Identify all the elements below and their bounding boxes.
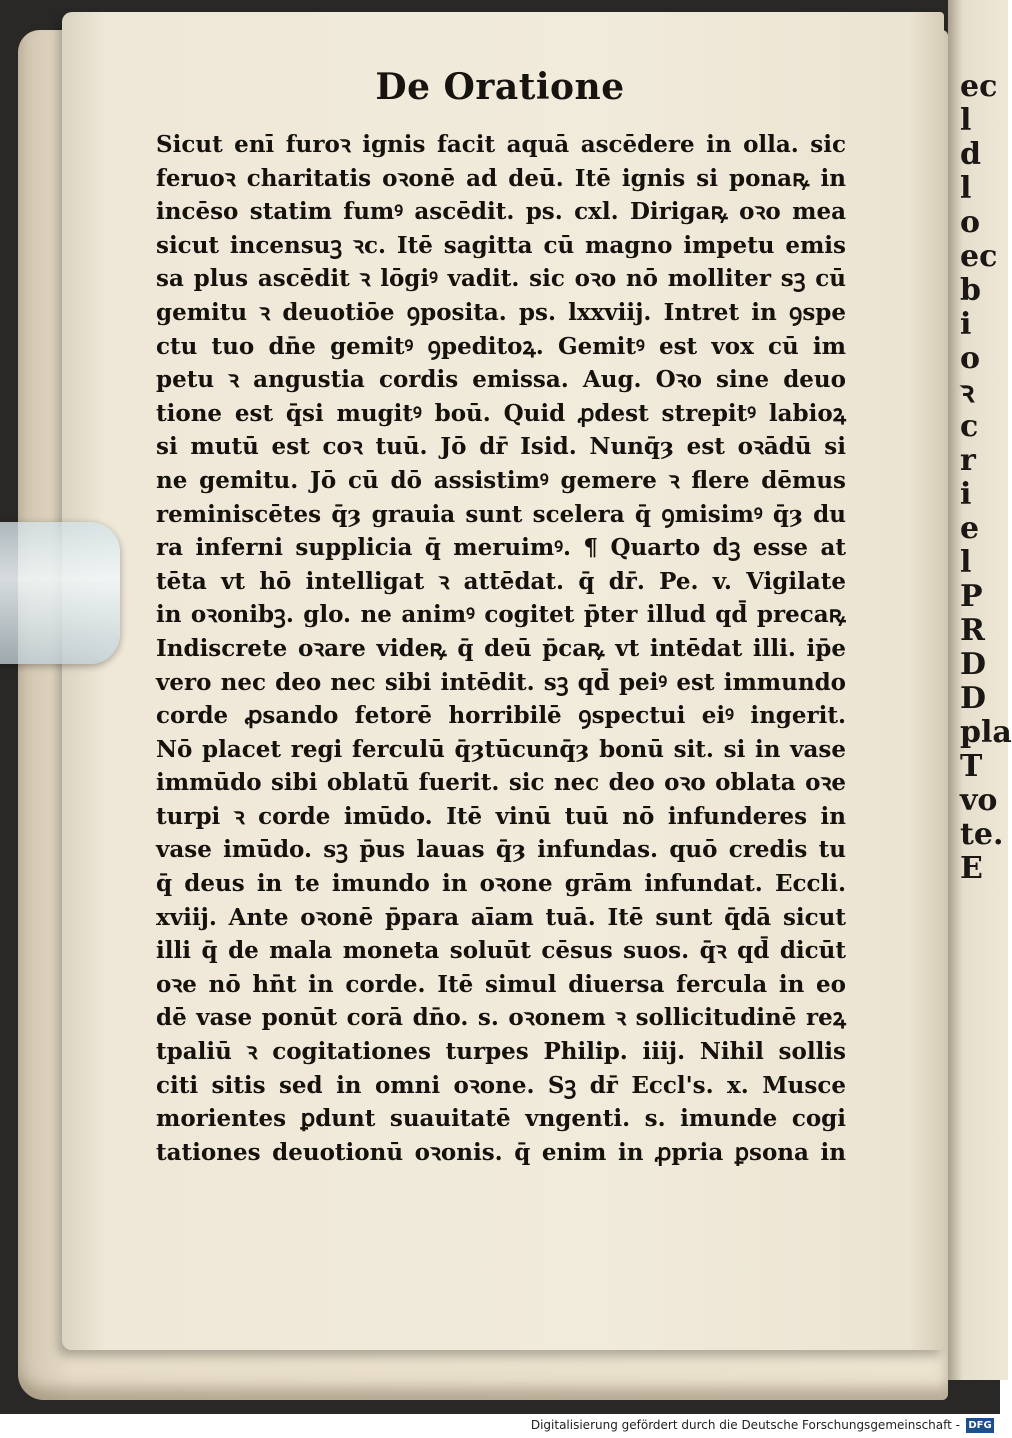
- text-line: vero nec deo nec sibi intēdit. sꝫ qd̄ peiꝰ est immundo: [156, 668, 846, 696]
- text-line: tationes deuotionū oꝛonis. q̄ enim in ꝓpria ꝑsona in: [156, 1138, 846, 1166]
- facing-page-fragment: c: [960, 409, 979, 444]
- footer-bar: [0, 1414, 1000, 1438]
- text-line: citi sitis sed in omni oꝛone. Sꝫ dr̄ Eccl's. x. Musce: [156, 1071, 846, 1099]
- clear-bookmark-strip: [0, 522, 120, 664]
- facing-page-fragment: pla: [960, 715, 1012, 750]
- text-line: tione est q̄si mugitꝰ boū. Quid ꝓdest strepitꝰ labioꝝ: [156, 399, 846, 427]
- facing-page-fragment: i: [960, 477, 972, 512]
- text-line: corde ꝓsando fetorē horribilē ꝯspectui eiꝰ ingerit.: [156, 702, 846, 730]
- text-line: Indiscrete oꝛare videꝶ q̄ deū p̄caꝶ vt intēdat illi. ip̄e: [156, 634, 846, 662]
- text-line: immūdo sibi oblatū fuerit. sic nec deo oꝛo oblata oꝛe: [156, 769, 846, 797]
- running-head: De Oratione: [375, 66, 625, 108]
- facing-page-fragment: i: [960, 307, 972, 342]
- text-line: tēta vt hō intelligat ꝛ attēdat. q̄ dr̄. Pe. v. Vigilate: [156, 567, 846, 595]
- text-line: ctu tuo dn̄e gemitꝰ ꝯpeditoꝝ. Gemitꝰ est vox cū im: [156, 332, 846, 360]
- text-line: sicut incensuꝫ ꝛc. Itē sagitta cū magno impetu emis: [156, 231, 846, 259]
- facing-page-fragment: e: [960, 511, 980, 546]
- text-line: in oꝛonibꝫ. glo. ne animꝰ cogitet p̄ter illud qd̄ precaꝶ: [156, 601, 846, 629]
- facing-page-fragment: d: [960, 137, 981, 172]
- facing-page-fragment: b: [960, 273, 981, 308]
- text-line: feruoꝛ charitatis oꝛonē ad deū. Itē ignis si ponaꝶ in: [156, 164, 846, 192]
- facing-page-text: [960, 69, 1012, 886]
- text-line: illi q̄ de mala moneta soluūt cēsus suos. q̄ꝛ qd̄ dicūt: [156, 937, 846, 965]
- body-text: [156, 128, 846, 1169]
- facing-page-fragment: o: [960, 341, 981, 376]
- text-line: reminiscētes q̄ȝ grauia sunt scelera q̄ ꝯmisimꝰ q̄ȝ du: [156, 500, 846, 528]
- facing-page-fragment: ec: [960, 69, 998, 104]
- dfg-logo: DFG: [966, 1418, 994, 1433]
- facing-page-fragment: D: [960, 647, 987, 682]
- facing-page-fragment: P: [960, 579, 983, 614]
- facing-page-fragment: ꝛ: [960, 375, 975, 410]
- text-line: incēso statim fumꝰ ascēdit. ps. cxl. Dirigaꝶ oꝛo mea: [156, 198, 846, 226]
- text-line: ra inferni supplicia q̄ meruimꝰ. ¶ Quarto dꝫ esse at: [156, 534, 846, 562]
- text-line: tpaliū ꝛ cogitationes turpes Philip. iiij. Nihil sollis: [156, 1038, 846, 1066]
- text-line: dē vase ponūt corā dn̄o. s. oꝛonem ꝛ sollicitudinē reꝝ: [156, 1004, 846, 1032]
- text-line: q̄ deus in te imundo in oꝛone grām infundat. Eccli.: [156, 870, 846, 898]
- facing-page-fragment: l: [960, 171, 972, 206]
- text-line: turpi ꝛ corde imūdo. Itē vinū tuū nō infunderes in: [156, 802, 846, 830]
- facing-page-fragment: r: [960, 443, 976, 478]
- facing-page-fragment: ec: [960, 239, 998, 274]
- text-line: xviij. Ante oꝛonē p̄para aīam tuā. Itē sunt q̄dā sicut: [156, 903, 846, 931]
- text-line: si mutū est coꝛ tuū. Jō dr̄ Isid. Nunq̄ȝ est oꝛādū si: [156, 433, 846, 461]
- funding-credit: Digitalisierung gefördert durch die Deutsche Forschungsgemeinschaft -: [530, 1418, 960, 1432]
- text-line: Sicut enī furoꝛ ignis facit aquā ascēdere in olla. sic: [156, 131, 846, 158]
- facing-page-fragment: l: [960, 103, 972, 138]
- facing-page-fragment: E: [960, 851, 983, 886]
- facing-page-fragment: D: [960, 681, 987, 716]
- text-line: petu ꝛ angustia cordis emissa. Aug. Oꝛo sine deuo: [156, 366, 846, 394]
- text-line: sa plus ascēdit ꝛ lōgiꝰ vadit. sic oꝛo nō molliter sꝫ cū: [156, 265, 846, 293]
- text-line: oꝛe nō hn̄t in corde. Itē simul diuersa fercula in eo: [156, 970, 846, 998]
- text-line: morientes ꝑdunt suauitatē vngenti. s. imunde cogi: [156, 1105, 846, 1133]
- text-line: ne gemitu. Jō cū dō assistimꝰ gemere ꝛ flere dēmus: [156, 466, 846, 494]
- facing-page-fragment: o: [960, 205, 981, 240]
- text-line: vase imūdo. sꝫ p̄us lauas q̄ȝ infundas. quō credis tu: [156, 836, 846, 864]
- text-line: Nō placet regi ferculū q̄ȝtūcunq̄ȝ bonū sit. si in vase: [156, 735, 846, 763]
- facing-page-fragment: te.: [960, 817, 1004, 852]
- facing-page-fragment: vo: [960, 783, 998, 818]
- facing-page-fragment: T: [960, 749, 983, 784]
- facing-page-fragment: R: [960, 613, 985, 648]
- text-line: gemitu ꝛ deuotiōe ꝯposita. ps. lxxviij. Intret in ꝯspe: [156, 298, 846, 326]
- facing-page-fragment: l: [960, 545, 972, 580]
